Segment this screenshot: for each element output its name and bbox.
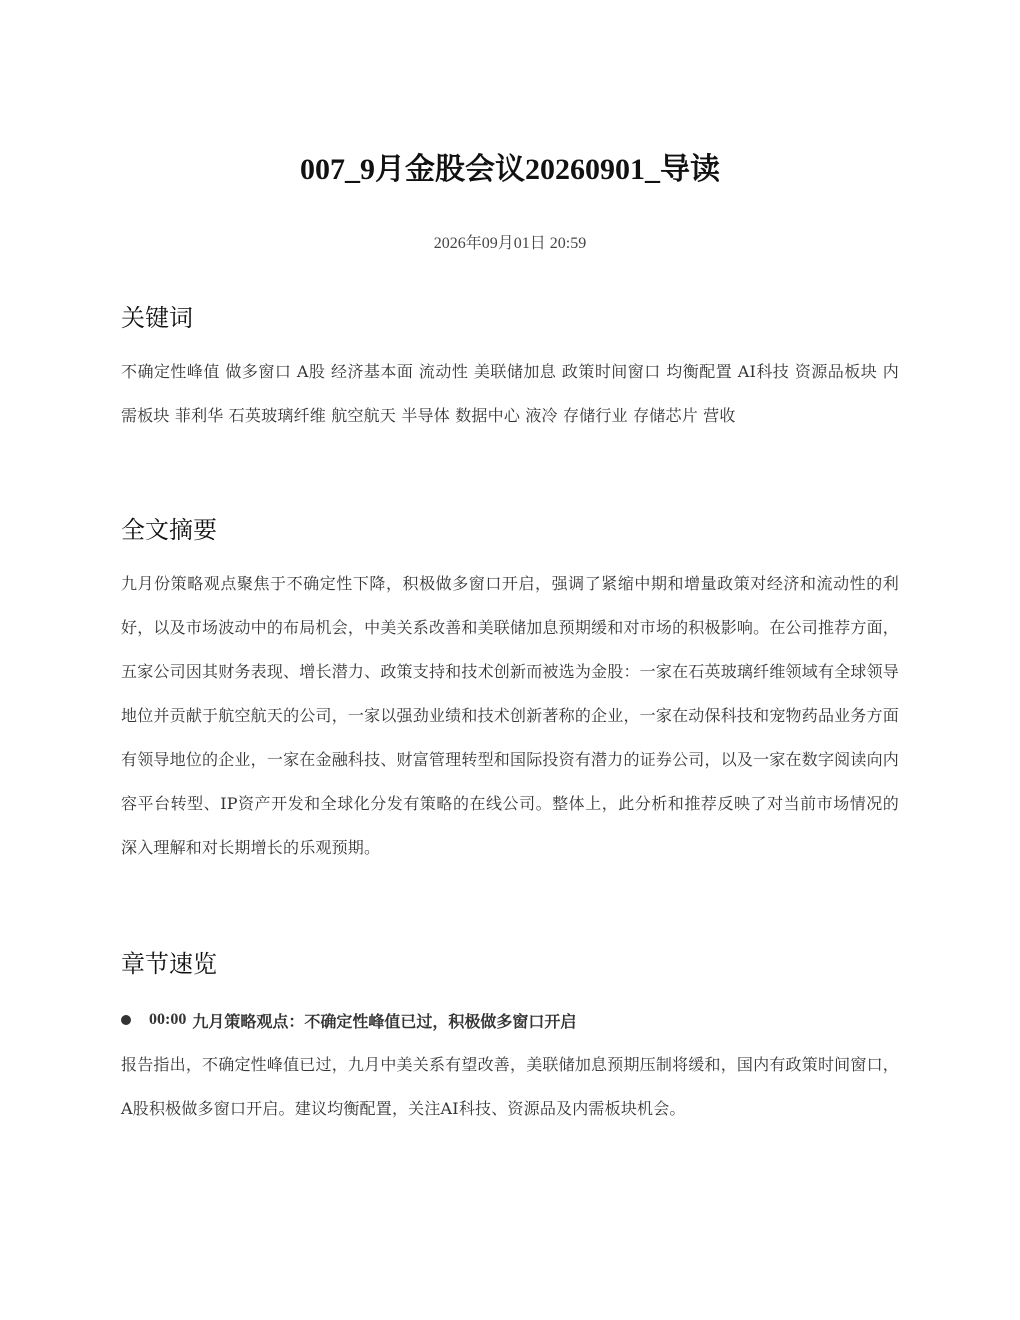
summary-text: 九月份策略观点聚焦于不确定性下降，积极做多窗口开启，强调了紧缩中期和增量政策对经济和流动性的利好，以及市场波动中的布局机会，中美关系改善和美联储加息预期缓和对市场的积极影响。在公司推荐方面，五家公司因其财务表现、增长潜力、政策支持和技术创新而被选为金股：一家在石英玻璃纤维领域有全球领导地位并贡献于航空航天的公司，一家以强劲业绩和技术创新著称的企业，一家在动保科技和宠物药品业务方面有领导地位的企业，一家在金融科技、财富管理转型和国际投资有潜力的证券公司，以及一家在数字阅读向内容平台转型、IP资产开发和全球化分发有策略的在线公司。整体上，此分析和推荐反映了对当前市场情况的深入理解和对长期增长的乐观预期。 bbox=[121, 574, 899, 857]
summary-heading: 全文摘要 bbox=[121, 516, 217, 544]
keywords-text: 不确定性峰值 做多窗口 A股 经济基本面 流动性 美联储加息 政策时间窗口 均衡配置 AI科技 资源品板块 内需板块 菲利华 石英玻璃纤维 航空航天 半导体 数据中心 液冷 存储行业 存储芯片 营收 bbox=[121, 362, 899, 425]
document-title: 007_9月金股会议20260901_导读 bbox=[300, 153, 720, 186]
chapter-title: 九月策略观点：不确定性峰值已过，积极做多窗口开启 bbox=[192, 1011, 577, 1031]
keywords-heading: 关键词 bbox=[121, 304, 193, 332]
document-date: 2026年09月01日 20:59 bbox=[433, 235, 587, 252]
chapter-item[interactable] bbox=[121, 1005, 899, 1035]
chapters-heading: 章节速览 bbox=[121, 950, 217, 978]
chapter-body: 报告指出，不确定性峰值已过，九月中美关系有望改善，美联储加息预期压制将缓和，国内有政策时间窗口，A股积极做多窗口开启。建议均衡配置，关注AI科技、资源品及内需板块机会。 bbox=[121, 1055, 899, 1118]
chapter-timestamp[interactable]: 00:00 bbox=[149, 1011, 187, 1028]
bullet-icon bbox=[121, 1015, 131, 1025]
